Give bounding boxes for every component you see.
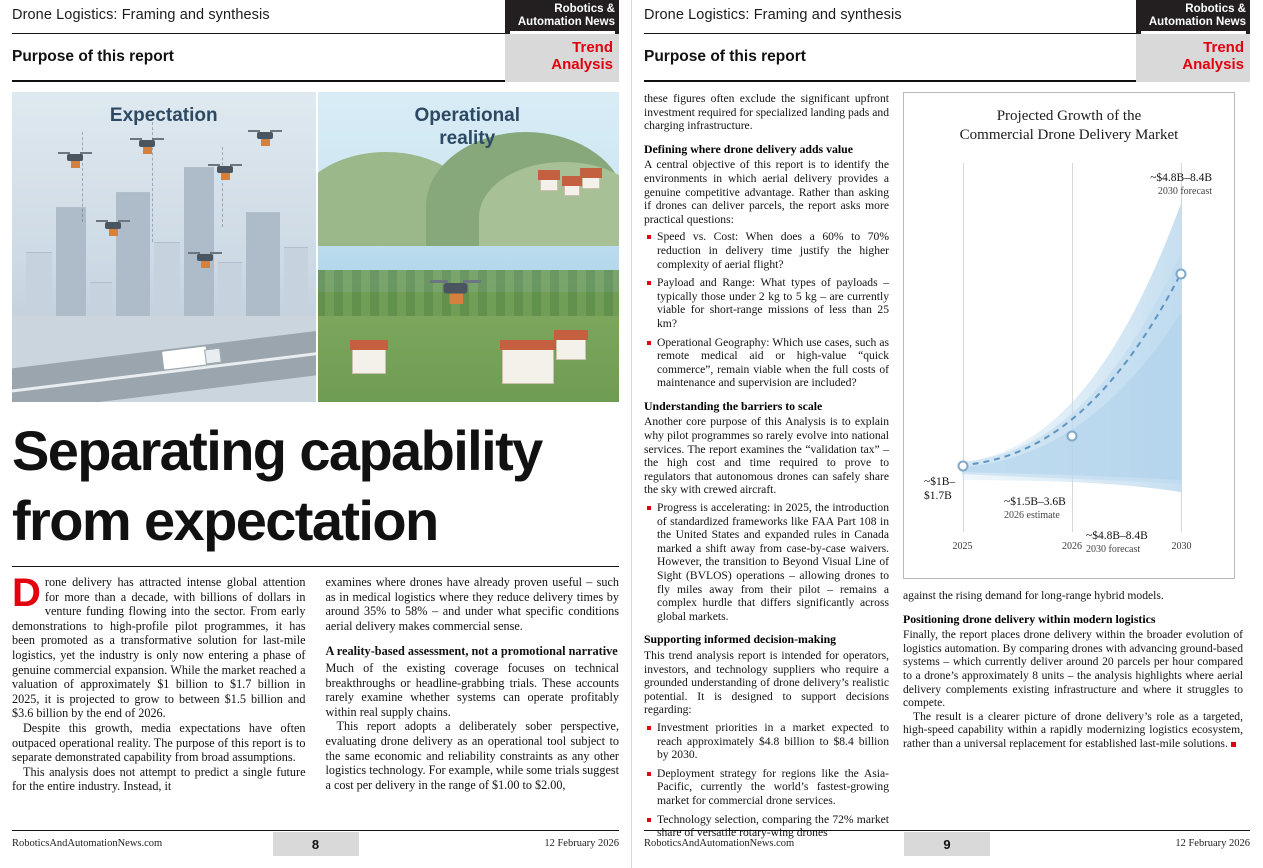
hero-panel-expectation — [12, 92, 316, 402]
left-column-1 — [12, 571, 306, 794]
list-item: Progress is accelerating: in 2025, the introduction of standardized frameworks like FAA Part 108 in the United States and expanded rules in Canada marked a shift away from case-by-case waivers. However, the transition to Beyond Visual Line of Sight (BVLOS) operations – allowing drones to fly miles away from their pilot – remains a complex hurdle that differs significantly across global markets. — [657, 501, 889, 623]
right-column-2 — [903, 92, 1243, 845]
subheading: A reality-based assessment, not a promotional narrative — [325, 644, 618, 659]
chart-point-2026 — [1067, 431, 1078, 442]
list-item: Deployment strategy for regions like the Asia-Pacific, currently the world’s fastest-growing market for commercial drone services. — [657, 766, 889, 807]
subheading: Positioning drone delivery within modern logistics — [903, 611, 1156, 626]
hero-divider — [316, 92, 318, 402]
chart-xtick-2030: 2030 — [1171, 541, 1192, 552]
masthead-left — [12, 0, 619, 34]
page-left — [0, 0, 631, 868]
house-icon — [540, 178, 558, 191]
drone-icon — [208, 164, 242, 174]
drone-icon — [188, 252, 222, 262]
publisher-logo — [505, 0, 619, 34]
masthead-title: Drone Logistics: Framing and synthesis — [12, 7, 270, 23]
annotation-value: ~$4.8B–8.4B — [1150, 172, 1212, 184]
section-header-left — [12, 34, 619, 82]
drone-icon — [96, 220, 130, 230]
headline-line-2: from expectation — [12, 489, 438, 552]
left-column-2 — [326, 575, 620, 794]
paragraph: Much of the existing coverage focuses on technical breakthroughs or headline-grabbing trials. These accounts rarely examine whether systems can operate profitably within real supply chains. — [325, 660, 619, 719]
right-column-1 — [644, 92, 889, 845]
annotation-value: ~$1.5B–3.6B — [1004, 496, 1066, 508]
right-column-2-text — [903, 589, 1243, 751]
lead-paragraph — [12, 571, 306, 721]
hero-label-reality — [316, 104, 620, 150]
market-growth-chart — [903, 92, 1235, 579]
paragraph: This analysis does not attempt to predict a single future for the entire industry. Instead, it — [12, 764, 306, 794]
house-icon — [502, 348, 554, 384]
paragraph: A central objective of this report is to identify the environments in which aerial delivery provides a genuine competitive advantage. Rather than asking if drones can deliver parcels, the report asks more practical questions: — [644, 158, 889, 226]
subheading: Understanding the barriers to scale — [644, 398, 823, 413]
paragraph: This trend analysis report is intended for operators, investors, and technology suppliers who require a grounded understanding of drone delivery’s realistic potential. It is designed to support decisions regarding: — [644, 648, 889, 717]
footer-date: 12 February 2026 — [544, 838, 619, 849]
paragraph: This report adopts a deliberately sober perspective, evaluating drone delivery as an operational tool subject to the same economic and reliability constraints as any other logistics technology. For example, while some trials suggest a cost per delivery in the range of $1.00 to $2.00, — [325, 719, 619, 792]
brand-line-1: Robotics & — [554, 3, 615, 15]
subheading: Defining where drone delivery adds value — [644, 141, 853, 156]
list-item: Payload and Range: What types of payloads – typically those under 2 kg to 5 kg – are currently viable for short-range missions of less than 25 km? — [657, 276, 889, 330]
house-icon — [564, 184, 580, 196]
annotation-value-2: $1.7B — [924, 490, 952, 502]
publisher-logo — [1136, 0, 1250, 34]
chart-point-2030 — [1176, 268, 1187, 279]
brand-line-2: Automation News — [517, 16, 615, 28]
page-number: 8 — [273, 832, 359, 856]
list-item: Speed vs. Cost: When does a 60% to 70% reduction in delivery time justify the higher complexity of aerial flight? — [657, 230, 889, 271]
hero-label-reality-line-1: Operational — [414, 105, 521, 126]
paragraph: Despite this growth, media expectations have often outpaced operational reality. The purpose of this report is to separate demonstrated capability from broad assumptions. — [12, 720, 306, 765]
section-header-right — [644, 34, 1250, 82]
footer-site: RoboticsAndAutomationNews.com — [12, 838, 163, 849]
chart-xtick-2026: 2026 — [1062, 541, 1082, 552]
chart-annotation-2026 — [1004, 495, 1066, 523]
masthead-right — [644, 0, 1250, 34]
section-title: Purpose of this report — [12, 48, 174, 65]
footer-site: RoboticsAndAutomationNews.com — [644, 838, 795, 849]
chart-xtick-2025: 2025 — [952, 541, 973, 552]
paragraph-text: The result is a clearer picture of drone delivery’s role as a targeted, high-speed capability within a rapidly modernizing logistics ecosystem, rather than a universal replacement for established last-mile solutions. — [903, 709, 1243, 750]
chart-title-line-2: Commercial Drone Delivery Market — [959, 127, 1179, 143]
list-item: Technology selection, comparing the 72% market share of versatile rotary-wing drones — [657, 812, 889, 840]
list-item: Operational Geography: Which use cases, such as remote medical aid or high-value “quick commerce”, remain viable when the full costs of maintenance and supervision are included? — [657, 335, 889, 390]
chart-title — [916, 107, 1222, 145]
page-right — [631, 0, 1262, 868]
paragraph: examines where drones have already proven useful – such as in medical logistics where they reduce delivery times by around 35% to 58% – and under what specific conditions aerial delivery makes commercial sense. — [325, 575, 619, 633]
trend-tag-line-2: Analysis — [1182, 56, 1244, 73]
chart-title-line-1: Projected Growth of the — [996, 108, 1142, 124]
bullet-list-progress — [644, 501, 889, 623]
drop-cap: D — [12, 571, 41, 615]
subheading: Supporting informed decision-making — [644, 632, 837, 647]
house-icon — [582, 176, 600, 189]
trend-analysis-tag — [505, 34, 619, 82]
paragraph — [903, 710, 1243, 751]
chart-annotation-2030-bottom — [1086, 529, 1148, 557]
hero-label-expectation: Expectation — [109, 105, 218, 126]
drone-icon — [130, 138, 164, 148]
masthead-title: Drone Logistics: Framing and synthesis — [644, 7, 902, 23]
footer-left — [12, 830, 619, 856]
annotation-value: ~$4.8B–8.4B — [1086, 530, 1148, 542]
drone-icon — [430, 280, 481, 295]
trend-analysis-tag — [1136, 34, 1250, 82]
drone-icon — [58, 152, 92, 162]
hero-illustration — [12, 92, 619, 402]
footer-date: 12 February 2026 — [1175, 838, 1250, 849]
right-body-columns — [644, 92, 1250, 845]
brand-line-2: Automation News — [1148, 16, 1246, 28]
paragraph: Finally, the report places drone delivery within the broader evolution of logistics automation. By comparing drones with advancing ground-based systems – which currently deliver around 20 parcels per hour compared to a drone’s approximately 8 units – the analysis highlights where aerial delivery complements existing infrastructure and where it struggles to compete. — [903, 628, 1243, 710]
bullet-list-decisions — [644, 721, 889, 840]
paragraph: these figures often exclude the significant upfront investment required for specialized landing pads and charging infrastructure. — [644, 92, 889, 133]
trend-tag-line-1: Trend — [572, 39, 613, 56]
brand-line-1: Robotics & — [1185, 3, 1246, 15]
annotation-value: ~$1B– — [924, 476, 956, 488]
hero-label-reality-line-2: reality — [439, 128, 496, 149]
paragraph: Another core purpose of this Analysis is to explain why pilot programmes so rarely evolve into national services. The report examines the “validation tax” – the high cost and time required to prove to regulators that autonomous drones can safely share the sky with crewed aircraft. — [644, 415, 889, 497]
bullet-list-questions — [644, 230, 889, 390]
house-icon — [352, 348, 386, 374]
annotation-caption: 2030 forecast — [1086, 544, 1141, 555]
section-title: Purpose of this report — [644, 48, 806, 65]
house-icon — [556, 338, 586, 360]
annotation-caption: 2026 estimate — [1004, 510, 1060, 521]
annotation-caption: 2030 forecast — [1157, 186, 1212, 197]
lead-paragraph-text: rone delivery has attracted intense global attention for more than a decade, with billions of dollars in venture funding flowing into the sector. From early demonstrations to high-profile pilot programmes, it has been promoted as a transformative solution for last-mile logistics, yet the industry is only now entering a phase of genuine commercial expansion. While the market reached a valuation of approximately $1 billion to $1.7 billion in 2025, it is projected to grow to between $1.5 billion and $3.6 billion by the end of 2026. — [12, 575, 306, 721]
trend-tag-line-1: Trend — [1203, 39, 1244, 56]
headline-line-1: Separating capability — [12, 419, 542, 482]
chart-area-band — [928, 163, 1216, 532]
end-mark-icon — [1231, 742, 1236, 747]
chart-annotation-2030-top — [1150, 171, 1212, 199]
chart-annotation-2025 — [924, 475, 955, 503]
chart-point-2025 — [957, 460, 968, 471]
footer-right — [644, 830, 1250, 856]
drone-icon — [248, 130, 282, 140]
page-headline — [12, 416, 619, 556]
left-body-columns — [12, 566, 619, 794]
paragraph: against the rising demand for long-range hybrid models. — [903, 589, 1164, 602]
list-item: Investment priorities in a market expected to reach approximately $4.8 billion to $8.4 billion by 2030. — [657, 720, 889, 762]
hero-panel-reality — [316, 92, 620, 402]
page-number: 9 — [904, 832, 990, 856]
trend-tag-line-2: Analysis — [551, 56, 613, 73]
